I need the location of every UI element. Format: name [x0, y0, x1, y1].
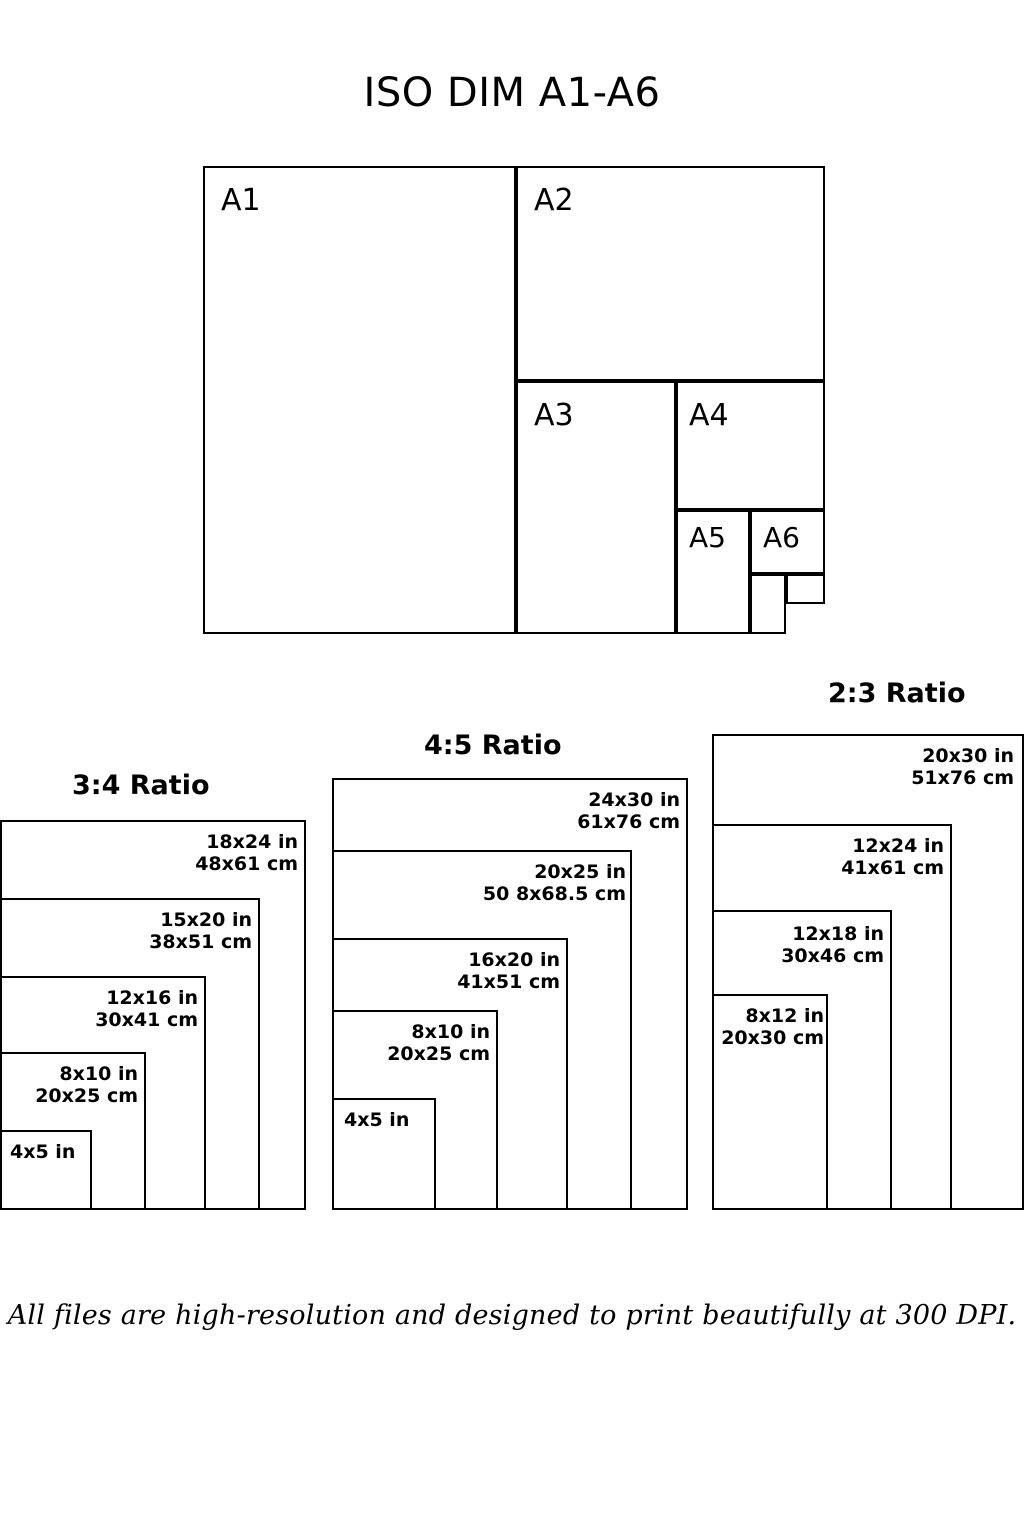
- iso-label-a2: A2: [534, 183, 574, 218]
- frame-label-2-3-12x24: [732, 836, 944, 880]
- frame-label-inches: 4x5 in: [10, 1141, 76, 1163]
- frame-label-cm: 38x51 cm: [149, 930, 252, 953]
- frame-label-inches: 20x25 in: [534, 861, 626, 883]
- page-title: ISO DIM A1-A6: [363, 70, 661, 116]
- frame-label-inches: 18x24 in: [206, 831, 298, 853]
- frame-label-cm: 41x61 cm: [841, 856, 944, 879]
- iso-box-a1: [203, 166, 516, 634]
- frame-label-inches: 4x5 in: [344, 1109, 410, 1131]
- iso-box-a8: [786, 574, 825, 604]
- iso-label-a6: A6: [763, 521, 800, 554]
- frame-label-3-4-12x16: [0, 988, 198, 1032]
- ratio-group-4-5: [332, 720, 692, 1220]
- frame-label-inches: 8x10 in: [411, 1021, 490, 1043]
- frame-label-3-4-18x24: [76, 832, 298, 876]
- frame-label-inches: 16x20 in: [468, 949, 560, 971]
- iso-label-a4: A4: [689, 398, 729, 433]
- frame-label-2-3-8x12: [712, 1006, 824, 1050]
- frame-label-cm: 30x46 cm: [781, 944, 884, 967]
- iso-label-a5: A5: [689, 521, 726, 554]
- frame-label-inches: 15x20 in: [160, 909, 252, 931]
- frame-label-cm: 20x25 cm: [387, 1042, 490, 1065]
- frame-label-inches: 8x10 in: [59, 1063, 138, 1085]
- ratio-title-2-3: 2:3 Ratio: [828, 678, 966, 709]
- frame-label-3-4-8x10: [0, 1064, 138, 1108]
- frame-label-inches: 24x30 in: [588, 789, 680, 811]
- frame-label-cm: 20x25 cm: [35, 1084, 138, 1107]
- ratio-title-3-4: 3:4 Ratio: [72, 770, 210, 801]
- ratio-title-4-5: 4:5 Ratio: [424, 730, 562, 761]
- iso-box-a7: [750, 574, 786, 634]
- ratio-group-2-3: [712, 672, 1024, 1220]
- iso-size-diagram: [203, 166, 825, 634]
- frame-label-4-5-24x30: [452, 790, 680, 834]
- ratio-group-3-4: [0, 760, 310, 1220]
- frame-label-4-5-8x10: [332, 1022, 490, 1066]
- frame-label-inches: 8x12 in: [745, 1005, 824, 1027]
- frame-label-inches: 12x16 in: [106, 987, 198, 1009]
- frame-label-3-4-15x20: [40, 910, 252, 954]
- iso-label-a1: A1: [221, 183, 261, 218]
- frame-label-cm: 48x61 cm: [195, 852, 298, 875]
- frame-label-cm: 30x41 cm: [95, 1008, 198, 1031]
- frame-label-inches: 12x24 in: [852, 835, 944, 857]
- frame-label-cm: 51x76 cm: [911, 766, 1014, 789]
- frame-label-inches: 12x18 in: [792, 923, 884, 945]
- footer-note: All files are high-resolution and designed to print beautifully at 300 DPI.: [7, 1300, 1017, 1331]
- frame-label-cm: 41x51 cm: [457, 970, 560, 993]
- frame-label-2-3-20x30: [796, 746, 1014, 790]
- frame-label-inches: 20x30 in: [922, 745, 1014, 767]
- frame-label-4-5-16x20: [360, 950, 560, 994]
- frame-label-2-3-12x18: [694, 924, 884, 968]
- frame-label-4-5-4x5: [344, 1110, 434, 1132]
- frame-label-cm: 50 8x68.5 cm: [482, 882, 626, 905]
- frame-label-cm: 20x30 cm: [721, 1026, 824, 1049]
- frame-label-cm: 61x76 cm: [577, 810, 680, 833]
- iso-label-a3: A3: [534, 398, 574, 433]
- frame-label-4-5-20x25: [390, 862, 626, 906]
- frame-label-3-4-4x5: [10, 1142, 90, 1164]
